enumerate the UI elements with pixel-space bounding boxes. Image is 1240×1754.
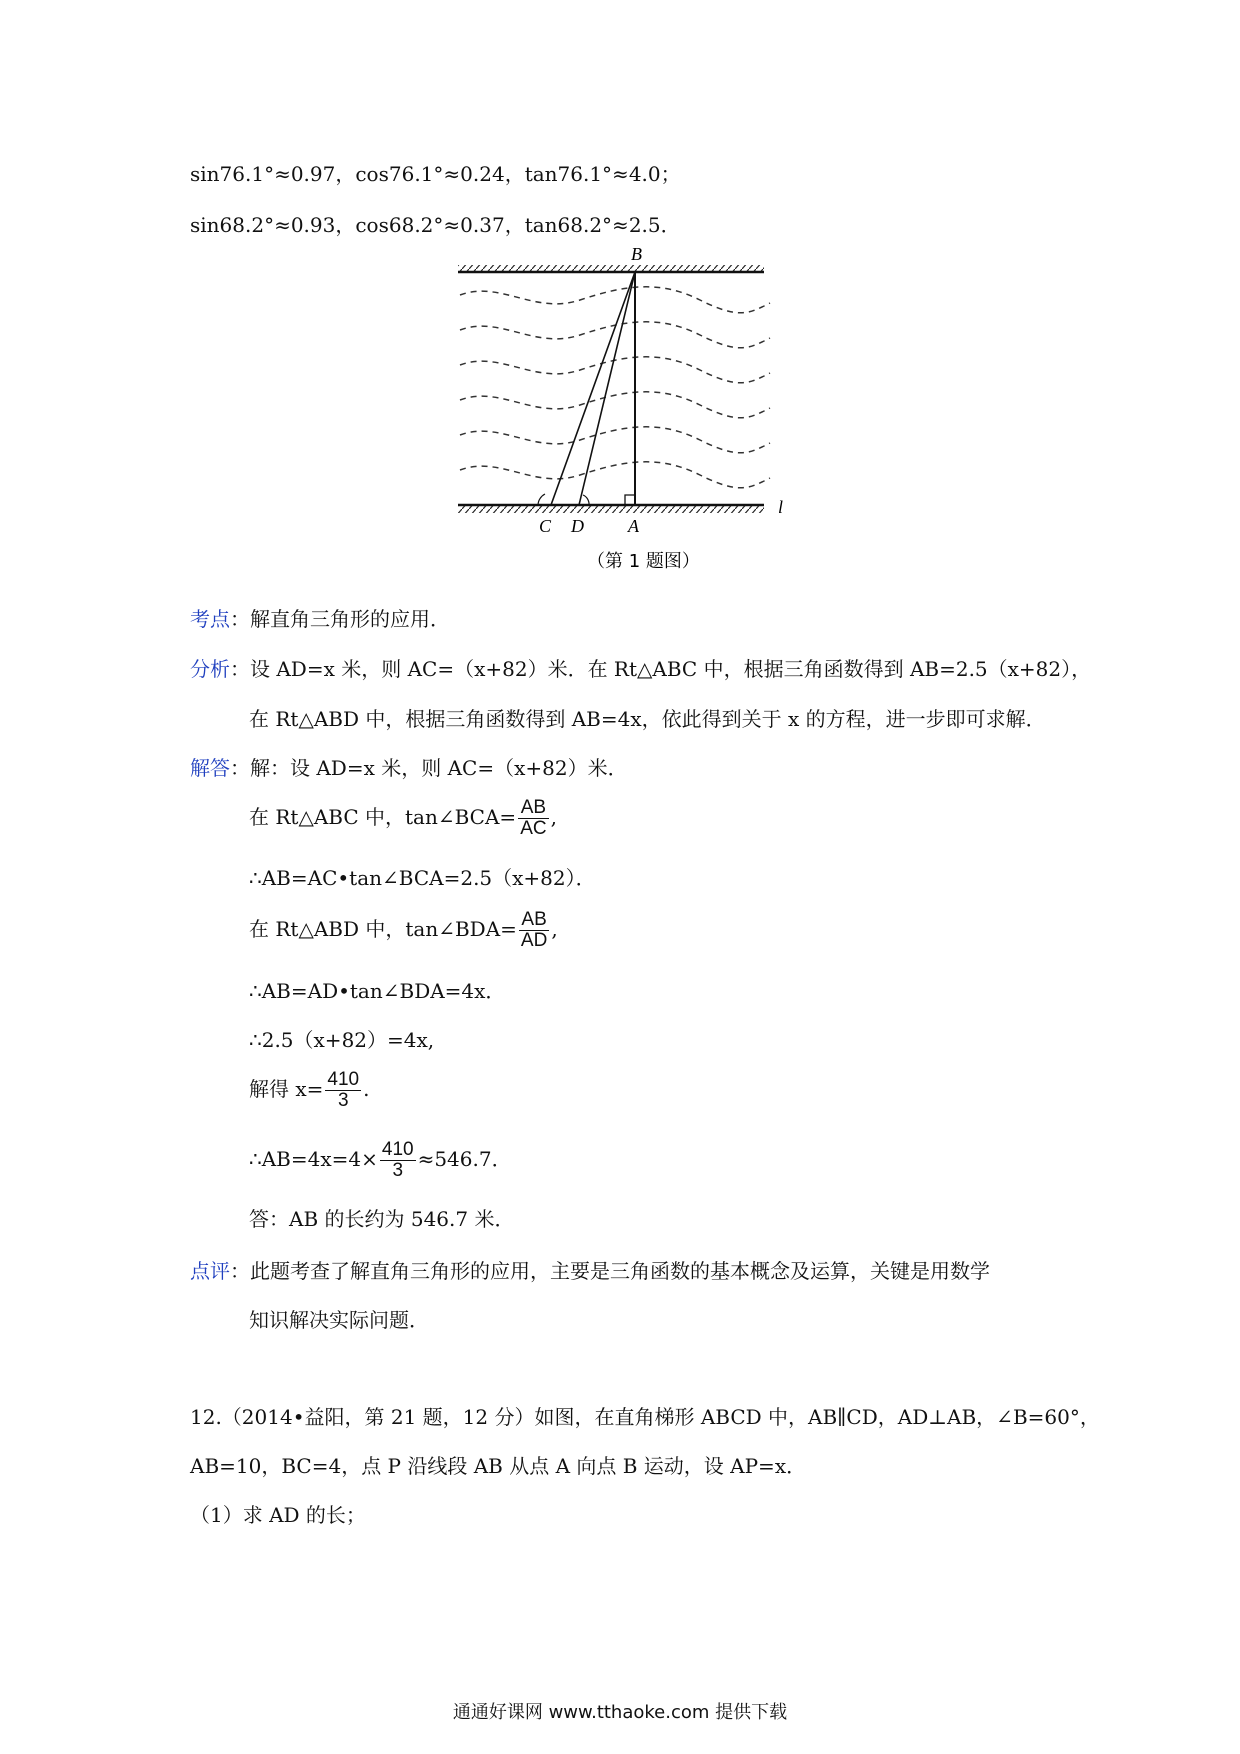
fenxi-line-1	[190, 656, 1091, 682]
step7-end: ≈546.7．	[417, 1147, 512, 1171]
fraction-ab-ac	[518, 798, 548, 839]
figure-caption: （第 1 题图）	[587, 551, 700, 572]
jieda-text-1: ：解：设 AD=x 米，则 AC=（x+82）米．	[230, 756, 628, 780]
jieda-step-2: ∴AB=AC•tan∠BCA=2.5（x+82）．	[249, 866, 596, 890]
fraction-numerator: AB	[519, 910, 549, 931]
jieda-step-5: ∴2.5（x+82）=4x,	[249, 1028, 435, 1052]
step1-text: 在 Rt△ABC 中，tan∠BCA=	[249, 805, 517, 829]
step6-end: .	[363, 1077, 370, 1101]
kaodian-line	[190, 606, 450, 632]
jieda-answer: 答：AB 的长约为 546.7 米．	[249, 1207, 515, 1231]
jieda-line-1	[190, 755, 628, 781]
jieda-step-3	[249, 910, 558, 951]
jieda-step-4: ∴AB=AD•tan∠BDA=4x．	[249, 979, 506, 1003]
jieda-label: 解答	[190, 756, 230, 780]
problem12-line-1: 12.（2014•益阳，第 21 题，12 分）如图，在直角梯形 ABCD 中，AB∥CD，AD⊥AB，∠B=60°，	[190, 1405, 1100, 1429]
dianping-line-2: 知识解决实际问题．	[249, 1308, 429, 1332]
jieda-step-1	[249, 798, 557, 839]
problem12-line-3: （1）求 AD 的长；	[190, 1503, 366, 1527]
step1-end: ,	[550, 805, 557, 829]
problem12-line-2: AB=10，BC=4，点 P 沿线段 AB 从点 A 向点 B 运动，设 AP=x．	[190, 1454, 807, 1478]
label-C: C	[539, 516, 552, 536]
fenxi-line-2: 在 Rt△ABD 中，根据三角函数得到 AB=4x，依此得到关于 x 的方程，进一步即可求解．	[249, 707, 1046, 731]
page-footer: 通通好课网 www.tthaoke.com 提供下载	[452, 1702, 788, 1723]
fraction-410-3	[325, 1070, 361, 1111]
fraction-denominator: 3	[337, 1090, 349, 1111]
fraction-numerator: 410	[381, 1139, 414, 1160]
angle-D-arc	[583, 495, 589, 505]
fraction-ab-ad	[519, 910, 549, 951]
fraction-numerator: AB	[518, 798, 548, 819]
jieda-step-6	[249, 1070, 369, 1111]
fraction-410-3	[380, 1140, 416, 1181]
segment-BD	[579, 272, 635, 505]
step3-text: 在 Rt△ABD 中，tan∠BDA=	[249, 917, 517, 941]
step7-text: ∴AB=4x=4×	[249, 1147, 378, 1171]
label-l: l	[778, 497, 784, 517]
label-D: D	[571, 516, 584, 536]
label-B: B	[631, 245, 642, 264]
dianping-label: 点评	[190, 1259, 230, 1283]
segment-BC	[551, 272, 635, 505]
given-values-line-2: sin68.2°≈0.93，cos68.2°≈0.37，tan68.2°≈2.5．	[190, 213, 681, 237]
fraction-denominator: AD	[520, 930, 548, 951]
river-figure	[455, 245, 795, 580]
fenxi-label: 分析	[190, 657, 230, 681]
fraction-numerator: 410	[327, 1069, 360, 1090]
label-A: A	[628, 516, 639, 536]
jieda-step-7	[249, 1140, 512, 1181]
dianping-text-1: ：此题考查了解直角三角形的应用，主要是三角函数的基本概念及运算，关键是用数学	[230, 1259, 990, 1283]
angle-C-arc	[538, 494, 545, 505]
step3-end: ,	[551, 917, 558, 941]
water-waves	[460, 287, 770, 488]
fraction-denominator: 3	[392, 1160, 404, 1181]
fenxi-text-1: ：设 AD=x 米，则 AC=（x+82）米．在 Rt△ABC 中，根据三角函数得到 AB=2.5（x+82），	[230, 657, 1092, 681]
fraction-denominator: AC	[520, 818, 547, 839]
kaodian-text: ：解直角三角形的应用．	[230, 607, 450, 631]
given-values-line-1: sin76.1°≈0.97，cos76.1°≈0.24，tan76.1°≈4.0；	[190, 162, 681, 186]
right-angle-mark	[625, 495, 635, 505]
step6-text: 解得 x=	[249, 1077, 324, 1101]
kaodian-label: 考点	[190, 607, 230, 631]
dianping-line-1	[190, 1258, 990, 1284]
